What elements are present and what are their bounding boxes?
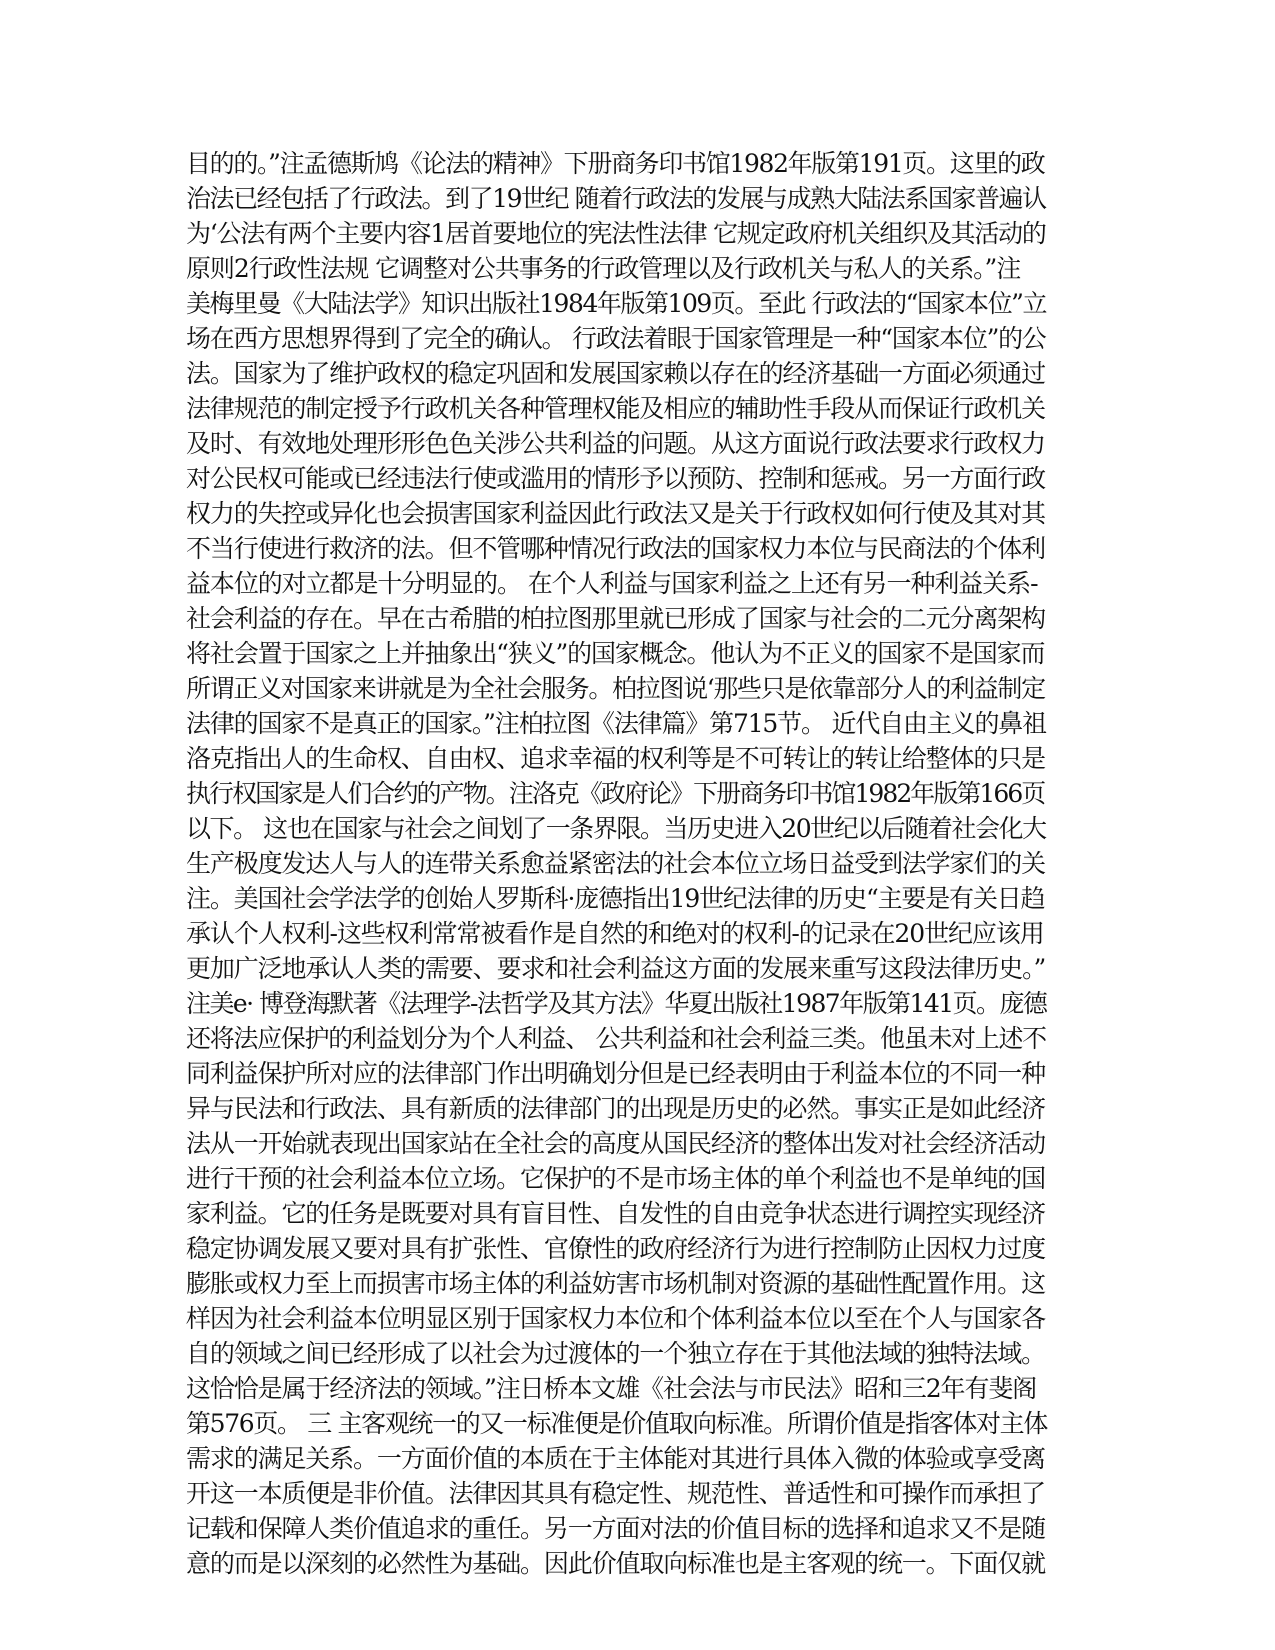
- text-line: 承认个人权利-这些权利常常被看作是自然的和绝对的权利-的记录在20世纪应该用: [186, 919, 1044, 948]
- text-line: 同利益保护所对应的法律部门作出明确划分但是已经表明由于利益本位的不同一种: [186, 1059, 1045, 1088]
- text-line: 目的的。”注孟德斯鸠《论法的精神》下册商务印书馆1982年版第191页。这里的政: [186, 149, 1045, 178]
- text-line: 益本位的对立都是十分明显的。 在个人利益与国家利益之上还有另一种利益关系-: [186, 569, 1038, 598]
- text-line: 洛克指出人的生命权、自由权、追求幸福的权利等是不可转让的转让给整体的只是: [186, 744, 1045, 773]
- text-line: 自的领域之间已经形成了以社会为过渡体的一个独立存在于其他法域的独特法域。: [186, 1339, 1045, 1368]
- text-line: 开这一本质便是非价值。法律因其具有稳定性、规范性、普适性和可操作而承担了: [186, 1479, 1045, 1508]
- text-line: 样因为社会利益本位明显区别于国家权力本位和个体利益本位以至在个人与国家各: [186, 1304, 1045, 1333]
- text-line: 治法已经包括了行政法。到了19世纪 随着行政法的发展与成熟大陆法系国家普遍认: [186, 184, 1046, 213]
- text-line: 记载和保障人类价值追求的重任。另一方面对法的价值目标的选择和追求又不是随: [186, 1514, 1045, 1543]
- text-line: 美梅里曼《大陆法学》知识出版社1984年版第109页。至此 行政法的“国家本位”立: [186, 289, 1046, 318]
- text-line: 还将法应保护的利益划分为个人利益、 公共利益和社会利益三类。他虽未对上述不: [186, 1024, 1046, 1053]
- text-line: 权力的失控或异化也会损害国家利益因此行政法又是关于行政权如何行使及其对其: [186, 499, 1045, 528]
- text-line: 为‘公法有两个主要内容1居首要地位的宪法性法律 它规定政府机关组织及其活动的: [186, 219, 1046, 248]
- text-line: 异与民法和行政法、具有新质的法律部门的出现是历史的必然。事实正是如此经济: [186, 1094, 1045, 1123]
- text-line: 场在西方思想界得到了完全的确认。 行政法着眼于国家管理是一种“国家本位”的公: [186, 324, 1046, 353]
- text-line: 以下。 这也在国家与社会之间划了一条界限。当历史进入20世纪以后随着社会化大: [186, 814, 1046, 843]
- text-line: 稳定协调发展又要对具有扩张性、官僚性的政府经济行为进行控制防止因权力过度: [186, 1234, 1045, 1263]
- text-line: 需求的满足关系。一方面价值的本质在于主体能对其进行具体入微的体验或享受离: [186, 1444, 1045, 1473]
- text-line: 更加广泛地承认人类的需要、要求和社会利益这方面的发展来重写这段法律历史。”: [186, 954, 1046, 983]
- text-line: 第576页。 三 主客观统一的又一标准便是价值取向标准。所谓价值是指客体对主体: [186, 1409, 1047, 1438]
- text-line: 法。国家为了维护政权的稳定巩固和发展国家赖以存在的经济基础一方面必须通过: [186, 359, 1045, 388]
- text-line: 意的而是以深刻的必然性为基础。因此价值取向标准也是主客观的统一。下面仅就: [186, 1549, 1045, 1578]
- text-line: 注美e· 博登海默著《法理学-法哲学及其方法》华夏出版社1987年版第141页。庞德: [186, 989, 1047, 1018]
- text-line: 不当行使进行救济的法。但不管哪种情况行政法的国家权力本位与民商法的个体利: [186, 534, 1045, 563]
- text-line: 法律的国家不是真正的国家。”注柏拉图《法律篇》第715节。 近代自由主义的鼻祖: [186, 709, 1046, 738]
- text-line: 将社会置于国家之上并抽象出“狭义”的国家概念。他认为不正义的国家不是国家而: [186, 639, 1045, 668]
- text-line: 注。美国社会学法学的创始人罗斯科·庞德指出19世纪法律的历史“主要是有关日趋: [186, 884, 1045, 913]
- text-line: 对公民权可能或已经违法行使或滥用的情形予以预防、控制和惩戒。另一方面行政: [186, 464, 1045, 493]
- text-line: 原则2行政性法规 它调整对公共事务的行政管理以及行政机关与私人的关系。”注: [186, 254, 1021, 283]
- text-line: 法从一开始就表现出国家站在全社会的高度从国民经济的整体出发对社会经济活动: [186, 1129, 1045, 1158]
- text-line: 法律规范的制定授予行政机关各种管理权能及相应的辅助性手段从而保证行政机关: [186, 394, 1045, 423]
- body-text: [186, 146, 1086, 1581]
- text-line: 膨胀或权力至上而损害市场主体的利益妨害市场机制对资源的基础性配置作用。这: [186, 1269, 1045, 1298]
- text-line: 执行权国家是人们合约的产物。注洛克《政府论》下册商务印书馆1982年版第166页: [186, 779, 1045, 808]
- text-line: 社会利益的存在。早在古希腊的柏拉图那里就已形成了国家与社会的二元分离架构: [186, 604, 1045, 633]
- text-line: 所谓正义对国家来讲就是为全社会服务。柏拉图说‘那些只是依靠部分人的利益制定: [186, 674, 1045, 703]
- text-line: 家利益。它的任务是既要对具有盲目性、自发性的自由竞争状态进行调控实现经济: [186, 1199, 1045, 1228]
- text-line: 这恰恰是属于经济法的领域。”注日桥本文雄《社会法与市民法》昭和三2年有斐阁: [186, 1374, 1037, 1403]
- text-line: 及时、有效地处理形形色色关涉公共利益的问题。从这方面说行政法要求行政权力: [186, 429, 1045, 458]
- text-line: 进行干预的社会利益本位立场。它保护的不是市场主体的单个利益也不是单纯的国: [186, 1164, 1045, 1193]
- text-line: 生产极度发达人与人的连带关系愈益紧密法的社会本位立场日益受到法学家们的关: [186, 849, 1045, 878]
